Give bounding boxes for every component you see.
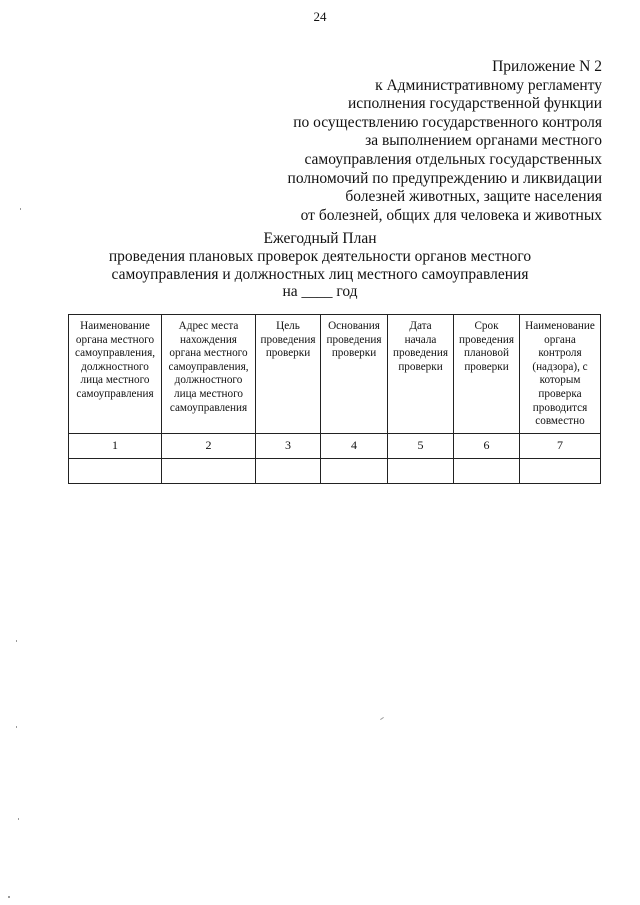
column-number-cell: 3 (256, 434, 321, 459)
appendix-line: по осуществлению государственного контроля (293, 113, 602, 131)
appendix-line: болезней животных, защите населения (345, 188, 602, 206)
table-column-number-row (69, 434, 601, 459)
table-empty-cell (321, 459, 388, 484)
column-number-cell: 7 (520, 434, 601, 459)
plan-year-line: на ____ год (282, 283, 358, 301)
table-empty-cell (256, 459, 321, 484)
plan-subtitle-line: самоуправления и должностных лиц местного самоуправления (111, 265, 529, 283)
table-header-cell: Наименование органа контроля (надзора), с которым проверка проводится совместно (520, 315, 601, 434)
table-header-cell: Срок проведения плановой проверки (454, 315, 520, 434)
appendix-line: за выполнением органами местного (365, 132, 602, 150)
scan-speck (18, 818, 19, 820)
appendix-line: исполнения государственной функции (348, 95, 602, 113)
plan-subtitle-line: проведения плановых проверок деятельности органов местного (108, 247, 532, 265)
table-empty-cell (162, 459, 256, 484)
table-header-cell: Цель проведения проверки (256, 315, 321, 434)
scan-speck (20, 208, 21, 210)
table-header-cell: Адрес места нахождения органа местного самоуправления, должностного лица местного самоуправления (162, 315, 256, 434)
table-empty-cell (388, 459, 454, 484)
table-empty-row (69, 459, 601, 484)
appendix-line: Приложение N 2 (492, 58, 602, 75)
page-number: 24 (313, 9, 327, 24)
column-number-cell: 5 (388, 434, 454, 459)
appendix-line: полномочий по предупреждению и ликвидации (287, 169, 602, 187)
table-header-cell: Наименование органа местного самоуправления, должностного лица местного самоуправления (69, 315, 162, 434)
appendix-line: от болезней, общих для человека и животных (300, 206, 602, 224)
column-number-cell: 1 (69, 434, 162, 459)
appendix-line: самоуправления отдельных государственных (304, 150, 602, 168)
column-number-cell: 6 (454, 434, 520, 459)
table-header-cell: Основания проведения проверки (321, 315, 388, 434)
table-empty-cell (520, 459, 601, 484)
plan-table (68, 314, 601, 484)
scan-speck (16, 726, 17, 728)
table-header-cell: Дата начала проведения проверки (388, 315, 454, 434)
table-empty-cell (454, 459, 520, 484)
appendix-header (142, 58, 602, 225)
plan-title-block (0, 230, 640, 301)
table-header-row (69, 315, 601, 434)
table-empty-cell (69, 459, 162, 484)
plan-title: Ежегодный План (263, 230, 377, 247)
column-number-cell: 4 (321, 434, 388, 459)
appendix-line: к Административному регламенту (375, 76, 602, 94)
scan-speck (8, 896, 10, 898)
scan-speck (380, 717, 384, 720)
column-number-cell: 2 (162, 434, 256, 459)
scan-speck (16, 640, 17, 642)
